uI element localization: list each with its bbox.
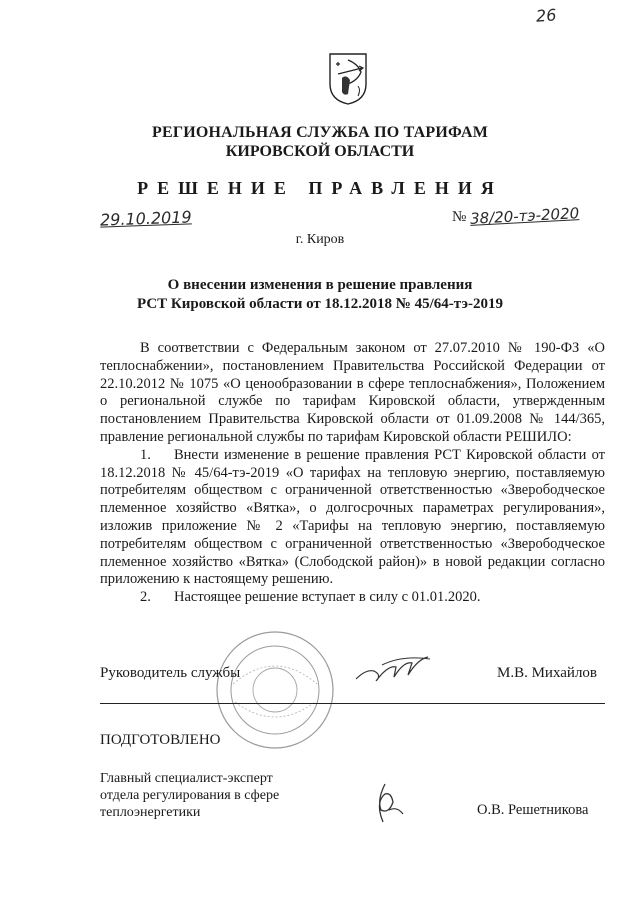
number-value: 38/20-тэ-2020 (469, 204, 580, 228)
signature-reshetnikova (367, 780, 407, 828)
document-number (452, 204, 580, 228)
subject-line-1: О внесении изменения в решение правления (167, 277, 473, 293)
subject-line-2: РСТ Кировской области от 18.12.2018 № 45/64-тэ-2019 (136, 296, 504, 312)
item-2 (100, 589, 605, 607)
signature-mikhailov (352, 645, 432, 685)
signer-role: Руководитель службы (100, 665, 241, 681)
item-2-text: Настоящее решение вступает в силу с 01.01.2020. (174, 589, 481, 606)
preparer-position-line-2: отдела регулирования в сфере (100, 788, 280, 803)
coat-of-arms-icon (328, 50, 368, 106)
document-type: РЕШЕНИЕ ПРАВЛЕНИЯ (137, 178, 503, 198)
item-2-number: 2. (140, 589, 151, 606)
agency-name-line-1: РЕГИОНАЛЬНАЯ СЛУЖБА ПО ТАРИФАМ (151, 124, 489, 141)
preparer-name: О.В. Решетникова (477, 802, 589, 818)
number-prefix: № (452, 209, 467, 225)
item-1 (100, 447, 605, 589)
signer-name: М.В. Михайлов (497, 665, 598, 681)
document-date: 29.10.2019 (99, 207, 192, 230)
item-1-number: 1. (140, 446, 151, 463)
page-number: 26 (535, 5, 557, 26)
prepared-label: ПОДГОТОВЛЕНО (100, 732, 221, 748)
preparer-position-line-1: Главный специалист-эксперт (100, 771, 273, 786)
city: г. Киров (295, 232, 345, 247)
agency-name-line-2: КИРОВСКОЙ ОБЛАСТИ (225, 143, 415, 160)
stamp-seal (213, 628, 337, 752)
item-1-text: Внести изменение в решение правления РСТ Кировской области от 18.12.2018 № 45/64-тэ-2019 «О тарифах на тепловую энергию, поставляемую потребителям обществом с ограниченной ответственностью «Зверободческое племенное хозяйство «Вятка», о долгосрочных параметрах регулирования», изложив приложение № 2 «Тарифы на тепловую энергию, поставляемую потребителям обществом с ограниченной ответственностью «Зверободческое племенное хозяйство «Вятка» (Слободской район)» в новой редакции согласно приложению к настоящему решению. (100, 446, 605, 588)
section-divider (100, 703, 605, 704)
intro-paragraph: В соответствии с Федеральным законом от 27.07.2010 № 190-ФЗ «О теплоснабжении», постановлением Правительства Российской Федерации от 22.10.2012 № 1075 «О ценообразовании в сфере теплоснабжения», Положением о региональной службе по тарифам Кировской области, утвержденным постановлением Правительства Кировской области от 01.09.2008 № 144/365, правление региональной службы по тарифам Кировской области РЕШИЛО: (100, 340, 605, 445)
preparer-position-line-3: теплоэнергетики (100, 805, 201, 820)
document-body (100, 340, 605, 607)
